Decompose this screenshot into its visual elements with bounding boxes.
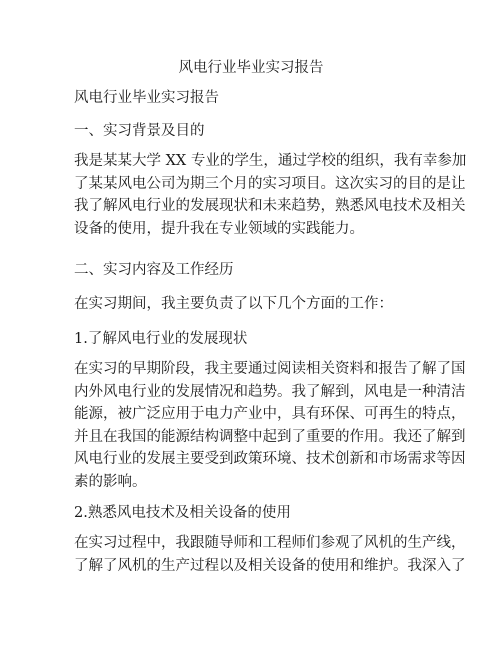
paragraph-line: 我了解风电行业的发展现状和未来趋势，熟悉风电技术及相关 — [74, 198, 466, 214]
paragraph-background — [74, 150, 467, 240]
paragraph-line: 在实习的早期阶段，我主要通过阅读相关资料和报告了解了国 — [74, 361, 466, 377]
paragraph-line: 内外风电行业的发展情况和趋势。我了解到，风电是一种清洁 — [74, 383, 466, 400]
section-heading-background: 一、实习背景及目的 — [74, 123, 205, 139]
section-heading-work: 二、实习内容及工作经历 — [74, 262, 234, 278]
paragraph-line: 并且在我国的能源结构调整中起到了重要的作用。我还了解到 — [74, 428, 466, 445]
section-intro: 在实习期间，我主要负责了以下几个方面的工作： — [74, 296, 393, 312]
paragraph-line: 素的影响。 — [74, 473, 147, 490]
paragraph-line: 能源，被广泛应用于电力产业中，具有环保、可再生的特点， — [74, 406, 466, 422]
paragraph-industry — [74, 358, 466, 493]
paragraph-line: 了某某风电公司为期三个月的实习项目。这次实习的目的是让 — [74, 175, 466, 192]
item-heading-industry: 1.了解风电行业的发展现状 — [74, 331, 248, 347]
paragraph-technology — [74, 532, 466, 577]
document-subtitle: 风电行业毕业实习报告 — [74, 90, 219, 106]
paragraph-line: 了解了风机的生产过程以及相关设备的使用和维护。我深入了 — [74, 557, 466, 574]
paragraph-line: 风电行业的发展主要受到政策环境、技术创新和市场需求等因 — [74, 451, 466, 467]
paragraph-line: 在实习过程中，我跟随导师和工程师们参观了风机的生产线， — [74, 535, 466, 551]
item-heading-technology: 2.熟悉风电技术及相关设备的使用 — [74, 505, 291, 521]
paragraph-line: 设备的使用，提升我在专业领域的实践能力。 — [74, 220, 364, 237]
paragraph-line: 我是某某大学 XX 专业的学生，通过学校的组织，我有幸参加 — [74, 153, 467, 169]
document-title: 风电行业毕业实习报告 — [178, 60, 324, 76]
